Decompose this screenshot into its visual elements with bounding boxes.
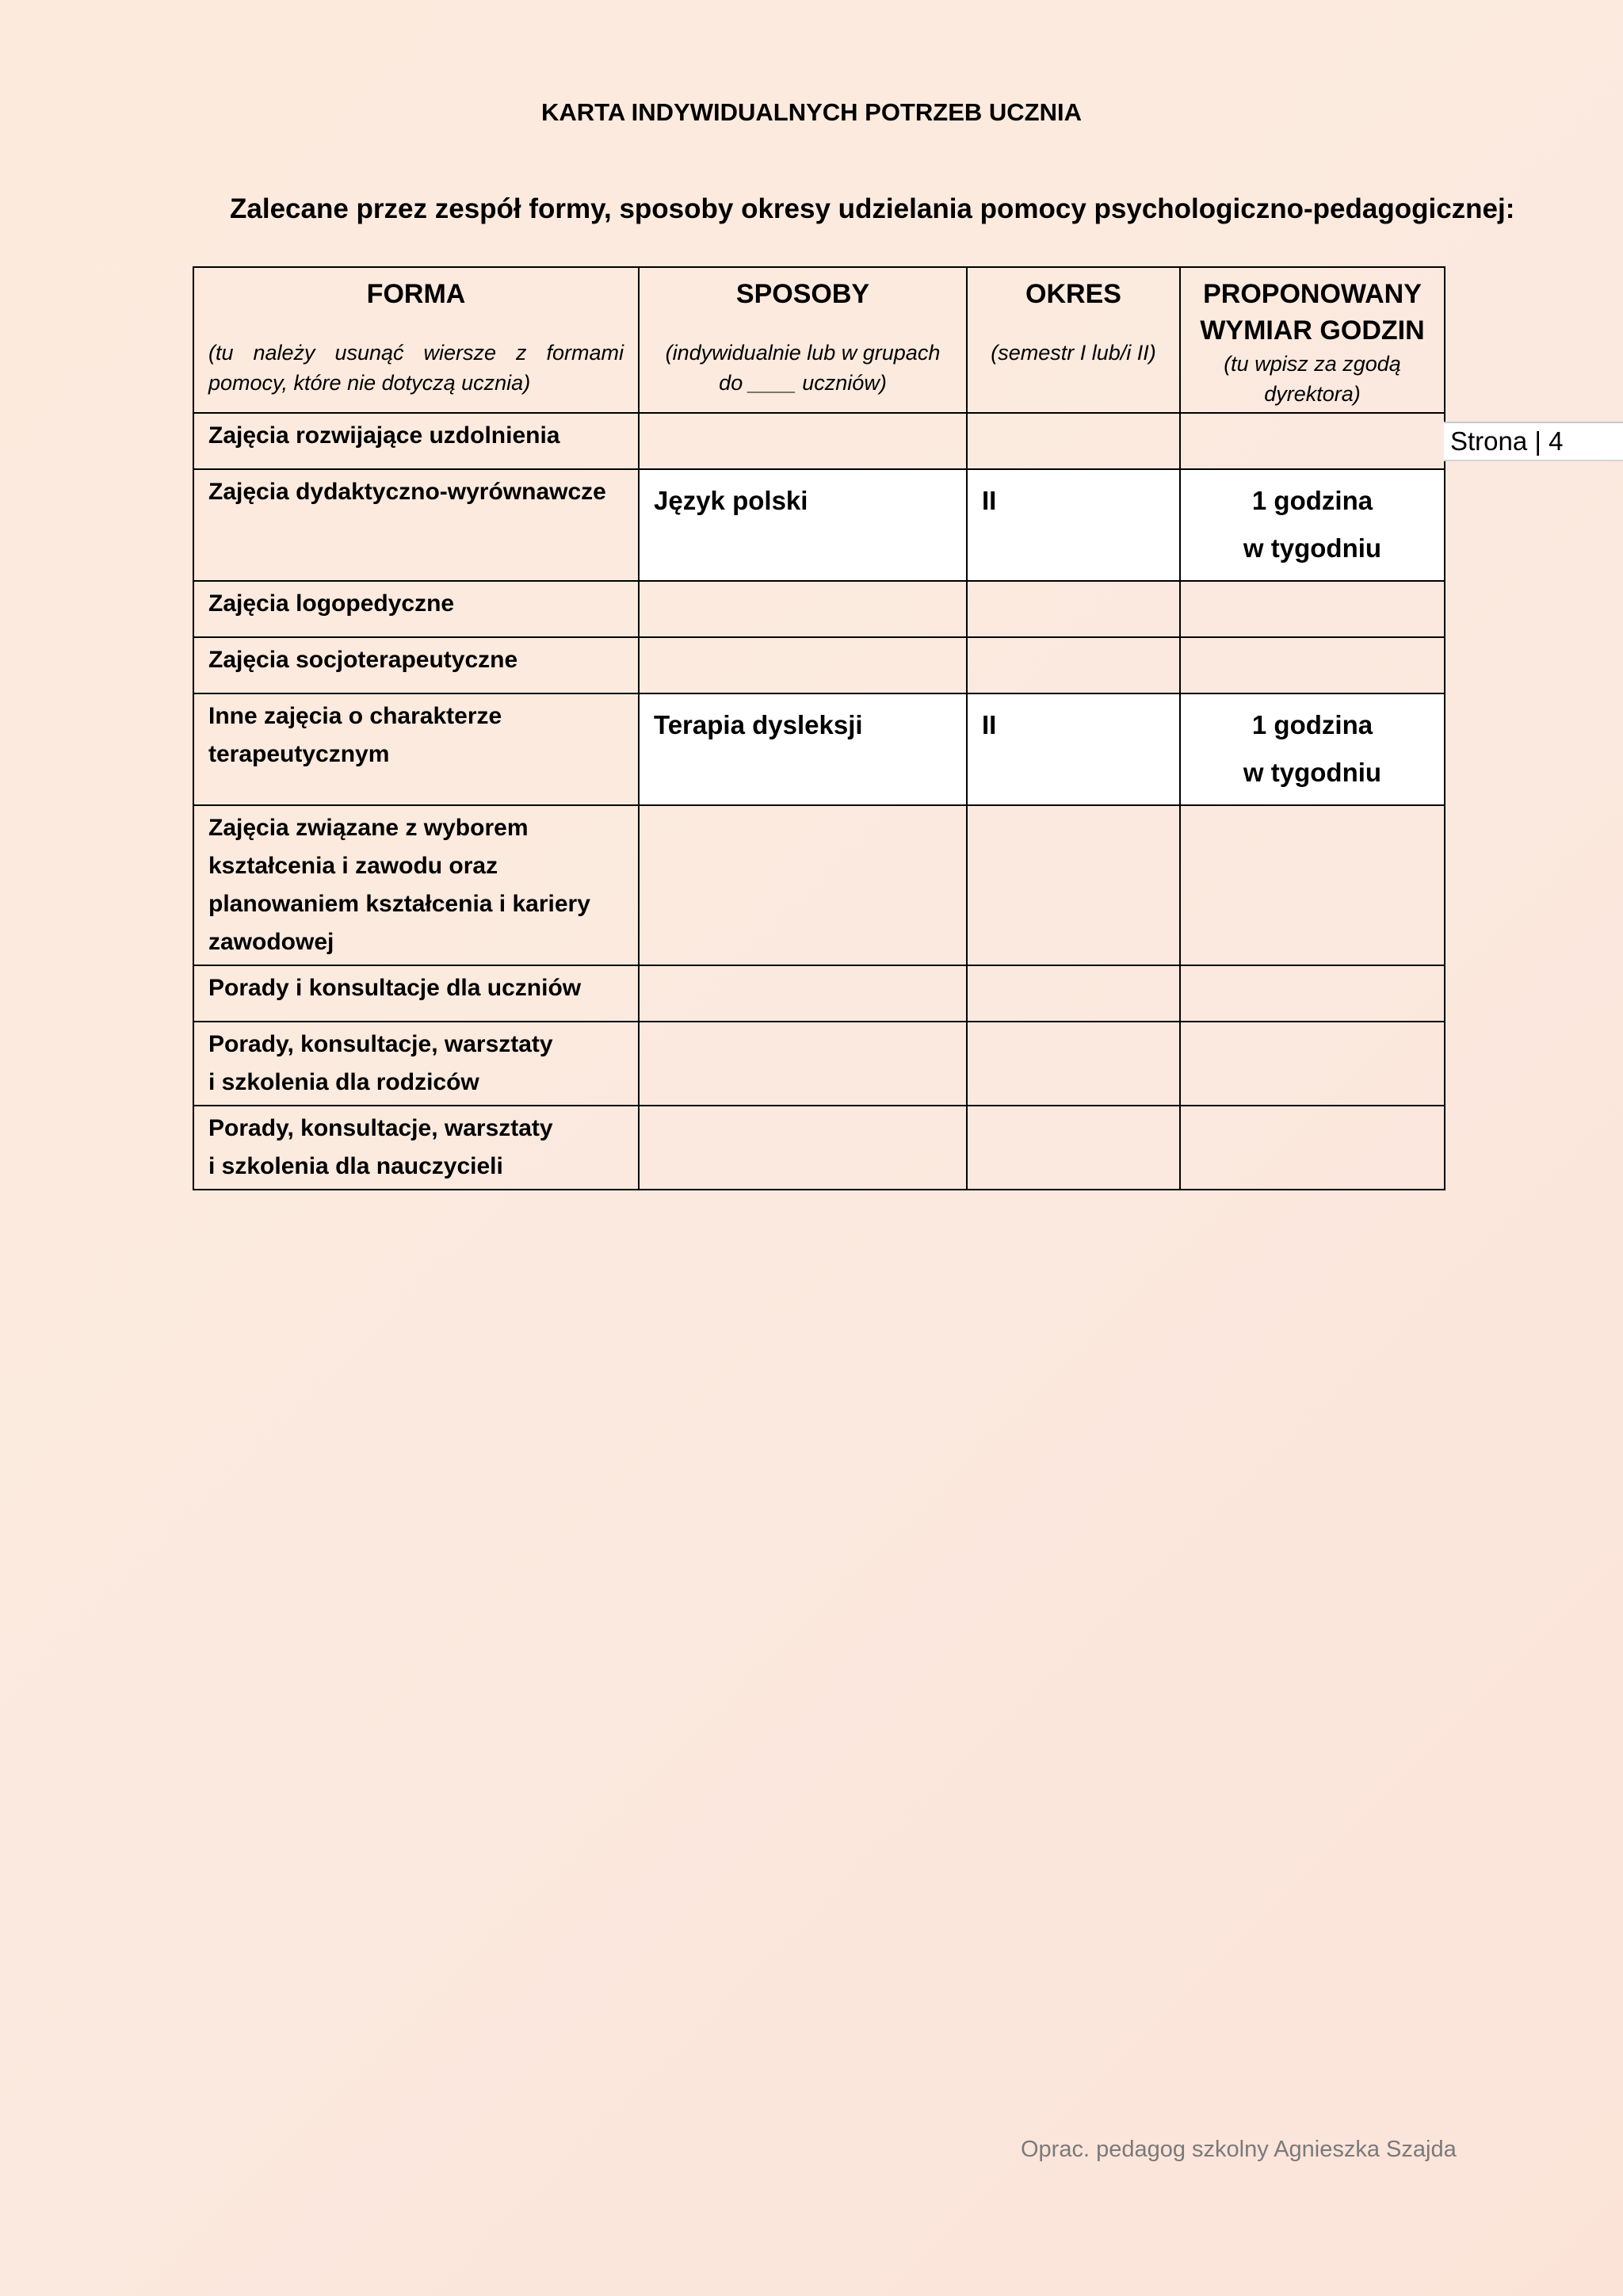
document-subtitle: Zalecane przez zespół formy, sposoby okresy udzielania pomocy psychologiczno-pedagogicznej:	[230, 193, 1515, 224]
help-forms-table	[193, 266, 1445, 1190]
row-forma-line: zawodowej	[208, 929, 334, 955]
page-separator: |	[1534, 426, 1541, 456]
row-sposoby	[639, 637, 967, 693]
document-title: KARTA INDYWIDUALNYCH POTRZEB UCZNIA	[541, 98, 1082, 126]
header-wymiar	[1180, 267, 1445, 413]
row-sposoby	[639, 805, 967, 965]
row-sposoby	[639, 1106, 967, 1190]
row-forma: Zajęcia dydaktyczno-wyrównawcze	[193, 469, 639, 581]
row-forma-line: Zajęcia związane z wyborem	[208, 815, 529, 841]
row-wymiar	[1180, 693, 1445, 805]
header-wymiar-note: (tu wpisz za zgodą dyrektora)	[1224, 352, 1401, 406]
page-label: Strona	[1450, 426, 1528, 456]
header-okres-note: (semestr I lub/i II)	[991, 341, 1156, 365]
row-wymiar-line1: 1 godzina	[1251, 710, 1373, 739]
header-forma-note: (tu należy usunąć wiersze z formami pomocy, które nie dotyczą ucznia)	[208, 341, 624, 395]
row-okres	[967, 469, 1180, 581]
row-forma-line: i szkolenia dla nauczycieli	[208, 1153, 503, 1179]
row-forma-line: Porady, konsultacje, warsztaty	[208, 1031, 553, 1057]
row-wymiar	[1180, 1106, 1445, 1190]
header-forma-title: FORMA	[366, 279, 466, 309]
row-okres	[967, 965, 1180, 1022]
row-okres	[967, 1022, 1180, 1106]
row-okres	[967, 413, 1180, 469]
row-sposoby-value: Terapia dysleksji	[654, 710, 863, 739]
row-forma-line: Porady, konsultacje, warsztaty	[208, 1115, 553, 1141]
header-okres-title: OKRES	[1025, 279, 1121, 309]
row-wymiar	[1180, 805, 1445, 965]
row-wymiar	[1180, 469, 1445, 581]
header-forma	[193, 267, 639, 413]
footer-author: Oprac. pedagog szkolny Agnieszka Szajda	[1021, 2137, 1457, 2162]
header-sposoby-title: SPOSOBY	[735, 279, 870, 309]
row-wymiar	[1180, 637, 1445, 693]
row-forma	[193, 1106, 639, 1190]
table-row	[193, 1022, 1445, 1106]
page-number-tab	[1444, 422, 1623, 461]
row-wymiar-line2: w tygodniu	[1243, 533, 1382, 563]
row-forma-line: Inne zajęcia o charakterze	[208, 703, 502, 729]
header-wymiar-title-line2: WYMIAR GODZIN	[1200, 315, 1425, 346]
row-forma-line: planowaniem kształcenia i kariery	[208, 891, 590, 917]
row-okres	[967, 581, 1180, 637]
row-okres	[967, 637, 1180, 693]
table-row	[193, 581, 1445, 637]
row-sposoby	[639, 693, 967, 805]
row-okres-value: II	[982, 486, 997, 515]
header-sposoby-note: (indywidualnie lub w grupach do ____ uczniów)	[665, 341, 941, 395]
row-sposoby	[639, 469, 967, 581]
row-wymiar	[1180, 965, 1445, 1022]
row-okres	[967, 1106, 1180, 1190]
header-sposoby	[639, 267, 967, 413]
page-number: 4	[1549, 426, 1564, 456]
row-wymiar	[1180, 1022, 1445, 1106]
table-row	[193, 637, 1445, 693]
row-forma-line: i szkolenia dla rodziców	[208, 1069, 479, 1095]
row-forma	[193, 693, 639, 805]
table-row	[193, 965, 1445, 1022]
row-sposoby	[639, 413, 967, 469]
table-row	[193, 805, 1445, 965]
row-okres	[967, 693, 1180, 805]
row-sposoby	[639, 965, 967, 1022]
row-okres-value: II	[982, 710, 997, 739]
row-okres	[967, 805, 1180, 965]
table-row	[193, 693, 1445, 805]
row-forma	[193, 805, 639, 965]
table-row	[193, 1106, 1445, 1190]
row-wymiar	[1180, 413, 1445, 469]
row-forma: Zajęcia rozwijające uzdolnienia	[193, 413, 639, 469]
row-forma: Zajęcia logopedyczne	[193, 581, 639, 637]
row-sposoby	[639, 1022, 967, 1106]
table-header-row	[193, 267, 1445, 413]
row-forma: Zajęcia socjoterapeutyczne	[193, 637, 639, 693]
row-sposoby-value: Język polski	[654, 486, 808, 515]
row-sposoby	[639, 581, 967, 637]
table-row	[193, 469, 1445, 581]
row-forma-line: kształcenia i zawodu oraz	[208, 853, 498, 879]
row-forma: Porady i konsultacje dla uczniów	[193, 965, 639, 1022]
row-wymiar-line1: 1 godzina	[1251, 486, 1373, 515]
header-okres	[967, 267, 1180, 413]
table-row	[193, 413, 1445, 469]
row-wymiar-line2: w tygodniu	[1243, 758, 1382, 787]
row-forma	[193, 1022, 639, 1106]
row-wymiar	[1180, 581, 1445, 637]
row-forma-line: terapeutycznym	[208, 741, 390, 767]
header-wymiar-title-line1: PROPONOWANY	[1203, 279, 1422, 309]
